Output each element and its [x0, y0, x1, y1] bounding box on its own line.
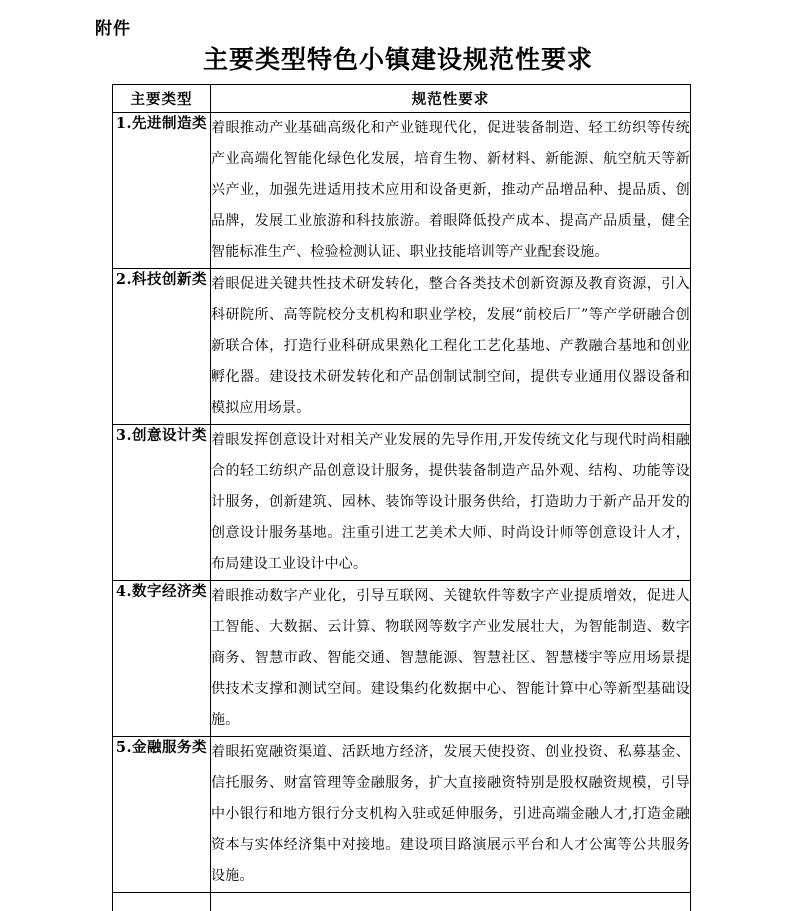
table-row: [113, 581, 691, 737]
attachment-label: 附件: [95, 14, 131, 39]
table-row: [113, 113, 691, 269]
page-title: 主要类型特色小镇建设规范性要求: [0, 40, 796, 76]
row-requirement: 着眼促进关键共性技术研发转化，整合各类技术创新资源及教育资源，引入科研院所、高等院校分支机构和职业学校，发展“前校后厂”等产学研融合创新联合体，打造行业科研成果熟化工程化工艺化基地、产教融合基地和创业孵化器。建设技术研发转化和产品创制试制空间，提供专业通用仪器设备和模拟应用场景。: [211, 269, 691, 425]
row-type: 4.数字经济类: [113, 581, 211, 737]
table-row-partial: [113, 893, 691, 911]
row-requirement: 着眼推动数字产业化，引导互联网、关键软件等数字产业提质增效，促进人工智能、大数据、云计算、物联网等数字产业发展壮大，为智能制造、数字商务、智慧市政、智能交通、智慧能源、智慧社区、智慧楼宇等应用场景提供技术支撑和测试空间。建设集约化数据中心、智能计算中心等新型基础设施。: [211, 581, 691, 737]
row-type: 1.先进制造类: [113, 113, 211, 269]
column-header-type: 主要类型: [113, 85, 211, 113]
row-requirement-empty: [211, 893, 691, 911]
row-type: 2.科技创新类: [113, 269, 211, 425]
table-row: [113, 269, 691, 425]
requirements-table: [112, 84, 691, 911]
row-type: 5.金融服务类: [113, 737, 211, 893]
row-type: 3.创意设计类: [113, 425, 211, 581]
table-header-row: [113, 85, 691, 113]
column-header-requirement: 规范性要求: [211, 85, 691, 113]
table-row: [113, 737, 691, 893]
row-requirement: 着眼发挥创意设计对相关产业发展的先导作用,开发传统文化与现代时尚相融合的轻工纺织产品创意设计服务，提供装备制造产品外观、结构、功能等设计服务，创新建筑、园林、装饰等设计服务供给，打造助力于新产品开发的创意设计服务基地。注重引进工艺美术大师、时尚设计师等创意设计人才，布局建设工业设计中心。: [211, 425, 691, 581]
row-requirement: 着眼拓宽融资渠道、活跃地方经济，发展天使投资、创业投资、私募基金、信托服务、财富管理等金融服务，扩大直接融资特别是股权融资规模，引导中小银行和地方银行分支机构入驻或延伸服务，引进高端金融人才,打造金融资本与实体经济集中对接地。建设项目路演展示平台和人才公寓等公共服务设施。: [211, 737, 691, 893]
row-requirement: 着眼推动产业基础高级化和产业链现代化，促进装备制造、轻工纺织等传统产业高端化智能化绿色化发展，培育生物、新材料、新能源、航空航天等新兴产业，加强先进适用技术应用和设备更新，推动产品增品种、提品质、创品牌，发展工业旅游和科技旅游。着眼降低投产成本、提高产品质量，健全智能标准生产、检验检测认证、职业技能培训等产业配套设施。: [211, 113, 691, 269]
row-type-empty: [113, 893, 211, 911]
table-row: [113, 425, 691, 581]
